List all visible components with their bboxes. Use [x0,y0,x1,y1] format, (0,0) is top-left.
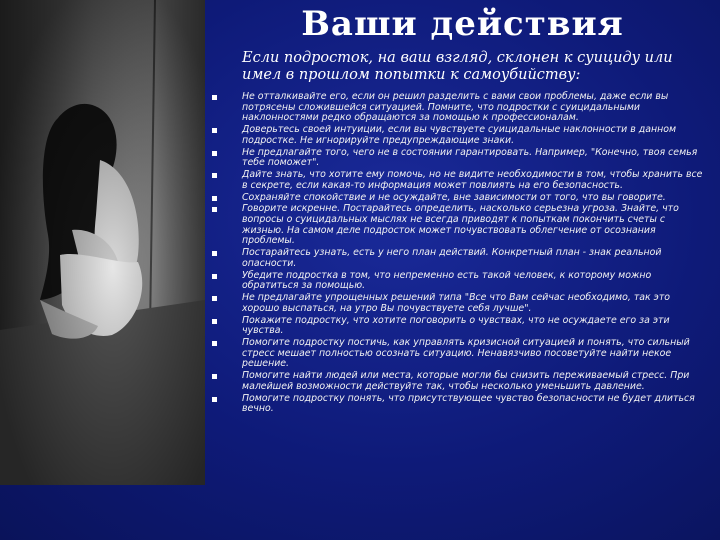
bullet-icon [212,319,217,324]
list-item [212,248,708,269]
list-item [212,193,708,204]
list-item [212,316,708,337]
list-item-text: Помогите подростку понять, что присутствующее чувство безопасности не будет длиться вечно. [242,392,695,415]
list-item-text: Постарайтесь узнать, есть у него план действий. Конкретный план - знак реальной опасности. [242,247,662,269]
list-item [212,371,708,392]
list-item [212,148,708,169]
bullet-icon [212,128,217,133]
bullet-icon [212,251,217,256]
list-item-text: Дайте знать, что хотите ему помочь, но не видите необходимости в том, чтобы хранить все в секрете, если какая-то информация может повлиять на его безопасность. [242,169,703,191]
list-item-text: Сохраняйте спокойствие и не осуждайте, вне зависимости от того, что вы говорите. [242,191,666,203]
bullet-icon [212,151,217,156]
list-item-text: Помогите подростку постичь, как управлять кризисной ситуацией и понять, что сильный стресс мешает полностью осознать ситуацию. Ненавязчиво посоветуйте найти некое решение. [242,337,690,370]
list-item [212,271,708,292]
list-item [212,394,708,415]
list-item-text: Не предлагайте упрощенных решений типа "Все что Вам сейчас необходимо, так это хорошо выспаться, на утро Вы почувствуете себя лучше". [242,292,671,314]
photo-girl-in-corner [0,0,205,485]
bullet-icon [212,173,217,178]
slide-subtitle: Если подросток, на ваш взгляд, склонен к суициду или имел в прошлом попытки к самоубийству: [242,50,673,83]
list-item-text: Помогите найти людей или места, которые могли бы снизить переживаемый стресс. При малейшей возможности действуйте так, чтобы несколько уменьшить давление. [242,370,690,392]
list-item [212,338,708,370]
list-item-text: Не предлагайте того, чего не в состоянии гарантировать. Например, "Конечно, твоя семья тебе поможет". [242,146,698,169]
list-item-text: Покажите подростку, что хотите поговорить о чувствах, что не осуждаете его за эти чувства. [242,314,670,337]
list-item-text: Не отталкивайте его, если он решил разделить с вами свои проблемы, даже если вы потрясены сложившейся ситуацией. Помните, что подростки с суицидальными наклонностями редко обращаются за помощью к профессионалам. [242,91,669,124]
list-item-text: Говорите искренне. Постарайтесь определить, насколько серьезна угроза. Знайте, что вопросы о суицидальных мыслях не всегда приводят к попыткам покончить счеты с жизнью. На самом деле подросток может почувствовать облегчение от осознания проблемы. [242,203,679,247]
list-item-text: Доверьтесь своей интуиции, если вы чувствуете суицидальные наклонности в данном подростке. Не игнорируйте предупреждающие знаки. [242,124,677,146]
list-item-text: Убедите подростка в том, что непременно есть такой человек, к которому можно обратиться за помощью. [242,269,652,292]
list-item [212,92,708,124]
list-item [212,293,708,314]
bullet-icon [212,374,217,379]
bullet-icon [212,196,217,201]
advice-list [212,92,708,416]
list-item [212,170,708,191]
bullet-icon [212,397,217,402]
bullet-icon [212,274,217,279]
bullet-icon [212,95,217,100]
bullet-icon [212,296,217,301]
bullet-icon [212,341,217,346]
bullet-icon [212,207,217,212]
slide-title: Ваши действия [301,4,624,44]
list-item [212,204,708,246]
list-item [212,125,708,146]
